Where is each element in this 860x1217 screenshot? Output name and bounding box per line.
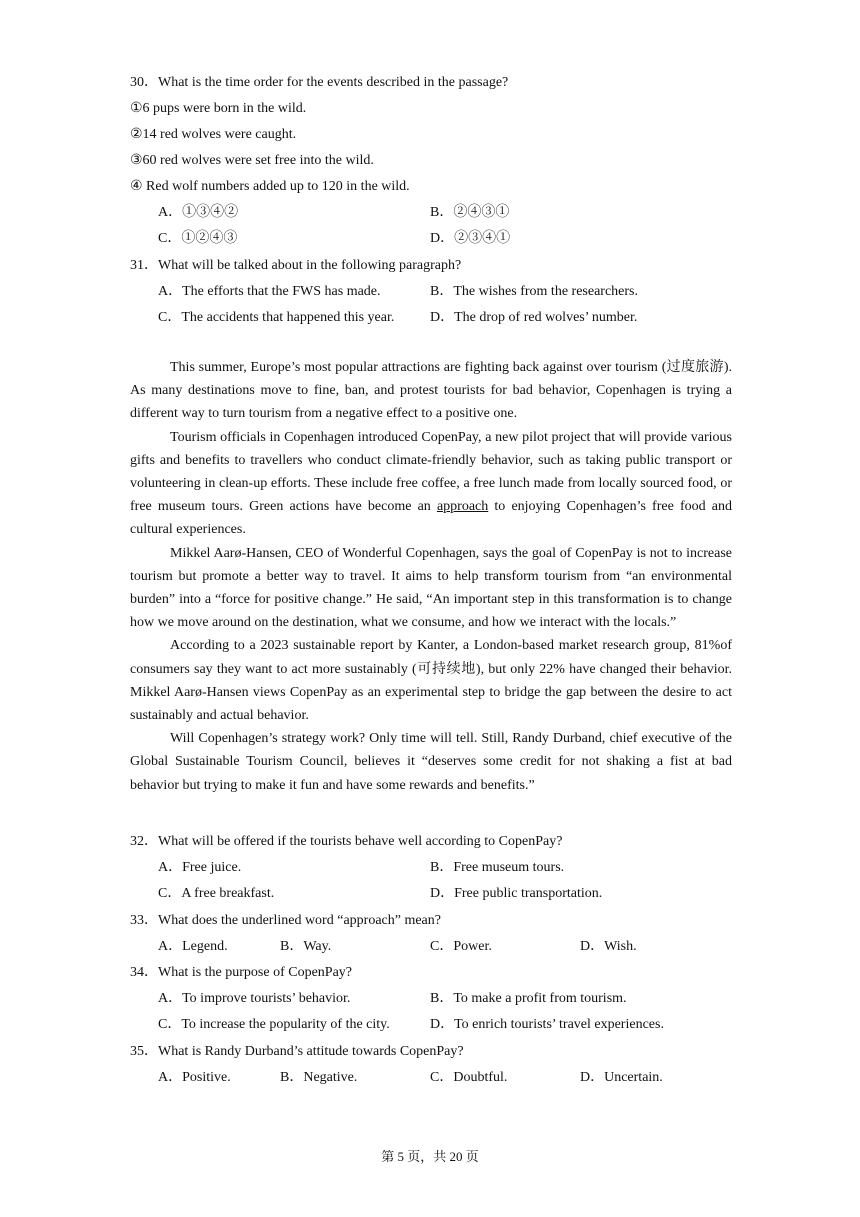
question-35-stem: 35．What is Randy Durband’s attitude towards CopenPay?	[130, 1044, 464, 1059]
event-3: ③60 red wolves were set free into the wild.	[130, 153, 374, 168]
question-32-stem: 32．What will be offered if the tourists behave well according to CopenPay?	[130, 834, 563, 849]
q31-option-b: B．The wishes from the researchers.	[430, 284, 638, 299]
event-2: ②14 red wolves were caught.	[130, 127, 297, 142]
event-4: ④ Red wolf numbers added up to 120 in the wild.	[130, 179, 410, 194]
q32-option-c: C．A free breakfast.	[158, 886, 275, 901]
q35-option-b: B．Negative.	[280, 1070, 358, 1085]
passage-paragraph-3: Mikkel Aarø-Hansen, CEO of Wonderful Copenhagen, says the goal of CopenPay is not to increase tourism but promote a better way to travel. It aims to help transform tourism from “an environmental burden” into a “force for positive change.” He said, “An important step in this transformation is to change how we move around on the destination, what we consume, and how we interact with the locals.”	[130, 545, 732, 631]
q31-option-c: C．The accidents that happened this year.	[158, 310, 395, 325]
q31-option-a: A．The efforts that the FWS has made.	[158, 284, 381, 299]
q30-option-a: A．①③④②	[158, 205, 239, 220]
passage-paragraph-1: This summer, Europe’s most popular attractions are fighting back against over tourism (过度旅游). As many destinations move to fine, ban, and protest tourists for bad behavior, Copenhagen is trying a different way to turn tourism from a negative effect to a positive one.	[130, 360, 732, 422]
q34-option-d: D．To enrich tourists’ travel experiences.	[430, 1017, 664, 1032]
q30-option-d: D．②③④①	[430, 231, 511, 246]
q33-option-b: B．Way.	[280, 939, 332, 954]
question-30-stem: 30．What is the time order for the events described in the passage?	[130, 75, 509, 90]
q34-option-b: B．To make a profit from tourism.	[430, 991, 627, 1006]
q32-option-d: D．Free public transportation.	[430, 886, 603, 901]
q31-option-d: D．The drop of red wolves’ number.	[430, 310, 638, 325]
q33-option-d: D．Wish.	[580, 939, 637, 954]
passage-paragraph-2	[130, 426, 732, 542]
q33-option-a: A．Legend.	[158, 939, 228, 954]
passage-paragraph-4: According to a 2023 sustainable report by Kanter, a London-based market research group, 81%of consumers say they want to act more sustainably (可持续地), but only 22% have changed their behavior. Mikkel Aarø-Hansen views CopenPay as an experimental step to bridge the gap between the desire to act sustainably and actual behavior.	[130, 638, 732, 724]
passage-paragraph-2-part-1: Tourism officials in Copenhagen introduced CopenPay, a new pilot project that will provide various gifts and benefits to travellers who conduct climate-friendly behavior, such as taking public transport or volunteering in clean-up efforts. These include free coffee, a free lunch made from locally sourced food, or free museum tours. Green actions have become an	[130, 429, 732, 515]
question-34-stem: 34．What is the purpose of CopenPay?	[130, 965, 353, 980]
event-1: ①6 pups were born in the wild.	[130, 101, 307, 116]
question-31-stem: 31．What will be talked about in the following paragraph?	[130, 258, 462, 273]
q34-option-c: C．To increase the popularity of the city.	[158, 1017, 390, 1032]
reading-passage	[130, 356, 732, 797]
underlined-word-approach: approach	[436, 499, 489, 515]
q32-option-b: B．Free museum tours.	[430, 860, 565, 875]
q35-option-a: A．Positive.	[158, 1070, 231, 1085]
passage-paragraph-5: Will Copenhagen’s strategy work? Only time will tell. Still, Randy Durband, chief executive of the Global Sustainable Tourism Council, believes it “deserves some credit for not shaking a fist at bad behavior but trying to make it fun and have some rewards and benefits.”	[130, 731, 732, 793]
q35-option-c: C．Doubtful.	[430, 1070, 508, 1085]
q33-option-c: C．Power.	[430, 939, 492, 954]
q30-option-b: B．②④③①	[430, 205, 510, 220]
q35-option-d: D．Uncertain.	[580, 1070, 663, 1085]
q30-option-c: C．①②④③	[158, 231, 238, 246]
question-33-stem: 33．What does the underlined word “approach” mean?	[130, 913, 441, 928]
q32-option-a: A．Free juice.	[158, 860, 242, 875]
page-number-footer: 第 5 页，共 20 页	[381, 1149, 479, 1164]
passage-paragraph-2-part-2: to enjoying Copenhagen’s free food and cultural experiences.	[130, 499, 732, 538]
q34-option-a: A．To improve tourists’ behavior.	[158, 991, 351, 1006]
